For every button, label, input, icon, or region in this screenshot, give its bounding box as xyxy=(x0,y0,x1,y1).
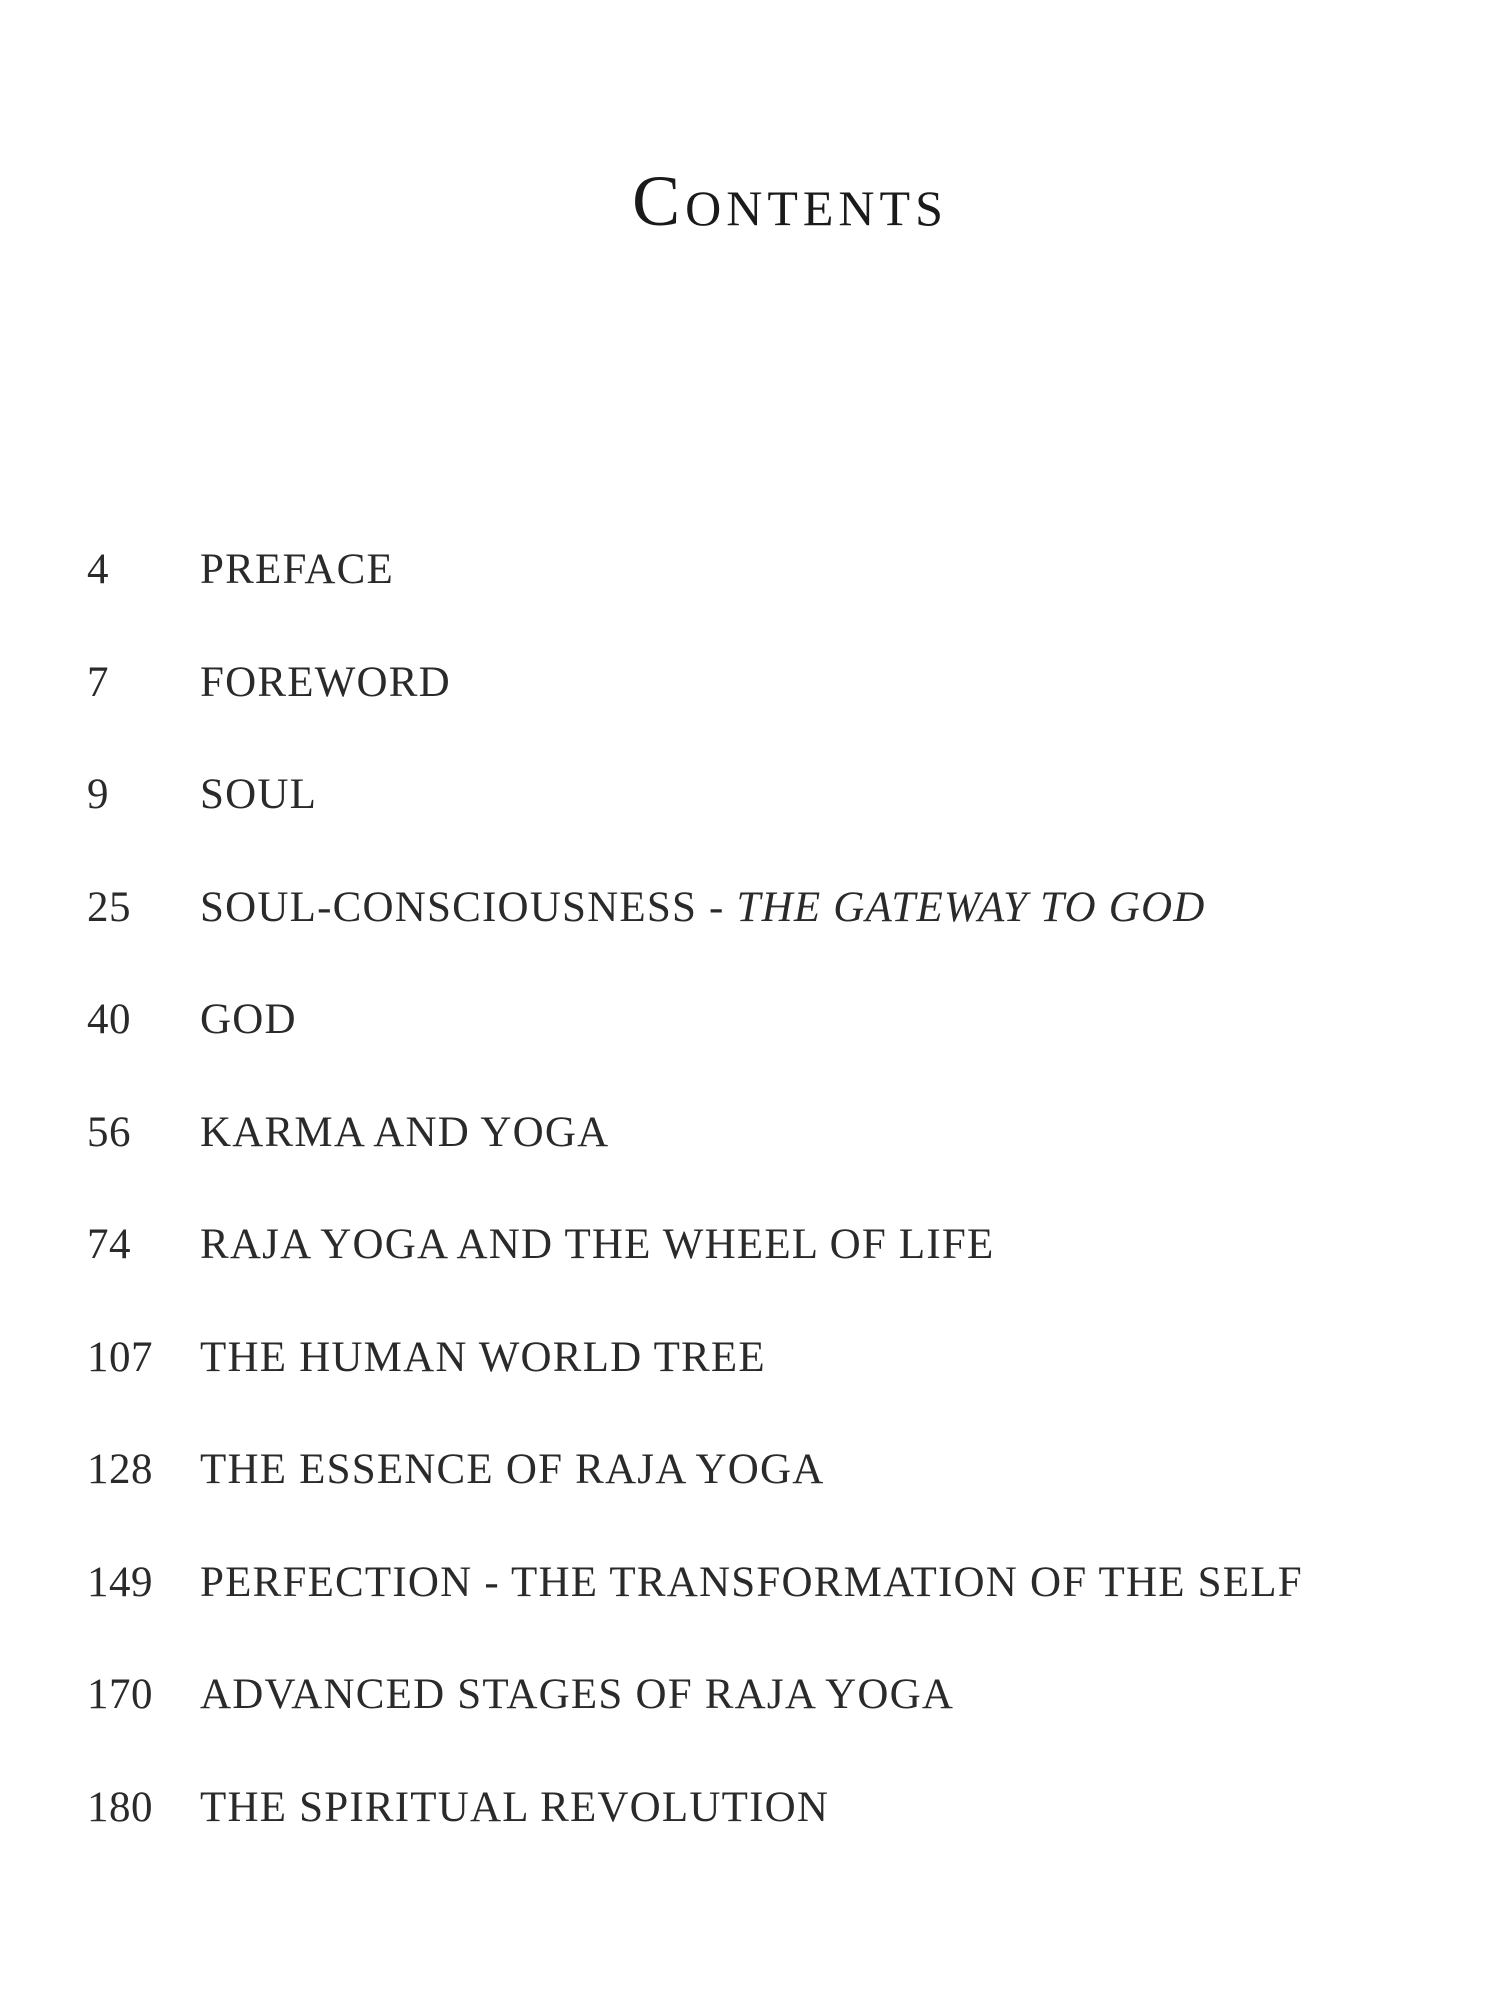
toc-chapter-title xyxy=(200,1323,1447,1393)
toc-title-text: THE ESSENCE OF RAJA YOGA xyxy=(200,1446,825,1493)
toc-title-text: KARMA AND YOGA xyxy=(200,1108,610,1156)
toc-page-number: 107 xyxy=(87,1333,153,1381)
toc-title-text: THE HUMAN WORLD TREE xyxy=(200,1333,766,1381)
toc-chapter-title xyxy=(200,1548,1447,1618)
toc-page-number: 170 xyxy=(87,1671,153,1718)
toc-page-number: 40 xyxy=(87,996,131,1043)
toc-page-number: 180 xyxy=(87,1783,153,1831)
toc-entry xyxy=(87,873,1447,986)
toc-subtitle: THE GATEWAY TO GOD xyxy=(736,883,1206,931)
toc-entry xyxy=(87,1773,1447,1886)
toc-page-number: 25 xyxy=(87,883,131,931)
toc-entry xyxy=(87,760,1447,873)
toc-page-number: 56 xyxy=(87,1108,131,1156)
toc-chapter-title xyxy=(200,873,1447,943)
toc-title-text: GOD xyxy=(200,996,297,1043)
toc-chapter-title xyxy=(200,1210,1447,1280)
toc-entry xyxy=(87,535,1447,648)
toc-entry xyxy=(87,648,1447,761)
toc-chapter-title xyxy=(200,1660,1447,1730)
toc-title-text: RAJA YOGA AND THE WHEEL OF LIFE xyxy=(200,1221,995,1268)
toc-chapter-title xyxy=(200,760,1447,830)
toc-title-text: FOREWORD xyxy=(200,658,451,706)
toc-page-number: 128 xyxy=(87,1446,153,1493)
toc-chapter-title xyxy=(200,648,1447,718)
toc-entry xyxy=(87,1210,1447,1323)
toc-chapter-title xyxy=(200,1435,1447,1505)
toc-page-number: 149 xyxy=(87,1558,153,1606)
toc-title-text: PERFECTION - THE TRANSFORMATION OF THE SELF xyxy=(200,1558,1303,1606)
toc-title-text: THE SPIRITUAL REVOLUTION xyxy=(200,1783,830,1831)
toc-entry xyxy=(87,985,1447,1098)
toc-page-number: 9 xyxy=(87,771,109,818)
toc-page-number: 4 xyxy=(87,546,109,593)
toc-chapter-title xyxy=(200,535,1447,605)
toc-page-number: 74 xyxy=(87,1221,131,1268)
toc-title-text: ADVANCED STAGES OF RAJA YOGA xyxy=(200,1671,955,1718)
toc-chapter-title xyxy=(200,1098,1447,1168)
toc-title-text: SOUL-CONSCIOUSNESS - xyxy=(200,883,737,931)
toc-chapter-title xyxy=(200,1773,1447,1843)
toc-entry xyxy=(87,1098,1447,1211)
toc-entry xyxy=(87,1435,1447,1548)
toc-title-text: PREFACE xyxy=(200,546,394,593)
toc-title-text: SOUL xyxy=(200,771,318,818)
table-of-contents xyxy=(87,535,1447,1885)
page-title: Contents xyxy=(632,161,948,241)
toc-entry xyxy=(87,1548,1447,1661)
toc-entry xyxy=(87,1323,1447,1436)
toc-chapter-title xyxy=(200,985,1447,1055)
toc-entry xyxy=(87,1660,1447,1773)
toc-page-number: 7 xyxy=(87,658,109,706)
